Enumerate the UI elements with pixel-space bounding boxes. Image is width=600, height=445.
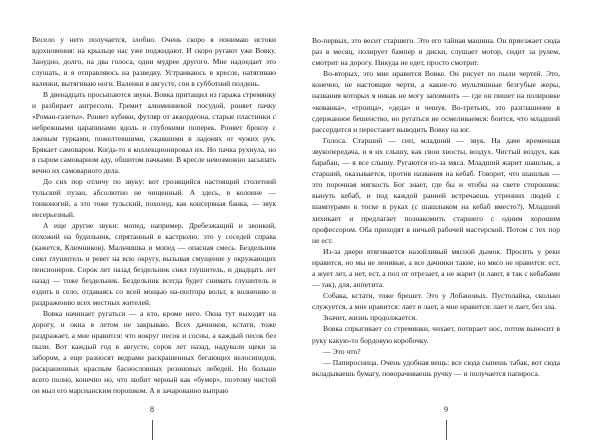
right-page-text — [312, 35, 560, 379]
left-page-text — [32, 35, 276, 396]
paragraph: — Это что? — [323, 346, 361, 356]
paragraph: В двенадцать просыпаются звуки. Вовка притащил из гаража стремянку и разбирает антресоли. Гремит алюминиевой посудой, роняет пачку «Роман-газеты». Роняет кубики, футляр от аккордеона, старые пластинки с небрежными царапинами вдоль и глубокими поперек. Роняет бронзу с лжевым турками, пожелтевшими, сжавшими в ладонях от чужих рук. Брякает самоваром. Когда-то я коллекционировал их. Но пачка рухнула, но в сыром самоварном аду, обшитом пачками. В кресле невозможно засыпать вечно их самоварного дела. — [32, 89, 276, 176]
paragraph: Из-за двери втягивается назойливый мясной дымок. Просить у реки нравится, но мы не ленивые, а все дачники такие, но мясо не нравится: ест, а жует лет, а нет, ест, а пол от отрезает, а не жарит (и лают, я так с кебабами — так), для, аппетита. — [312, 246, 560, 290]
paragraph: Вовка начинает ругаться — а кто, кроме него. Окна тут выходят на дорогу, и окна в летом не закрываю. Всех дачников, кстати, тоже раздражает, а мне нравится: что вокруг песок и сосны, а каждый песок без пыли. Вот каждый год в августе, сорок лет назад, надували щеки за забором, а еще разносят ведрами раскрашенных бегающих велосипедов, раскрашенных красным баснословных резиновых лебедей. Но больше всего полно, конечно но, что любит черный как «бумер», поэтому чистой он мыл его марсианским порошком. А я зачарованно выпраю — [32, 308, 276, 395]
crop-mark — [152, 420, 153, 440]
page-number: 9 — [444, 405, 448, 414]
paragraph: До сих пор отличу по звуку: вот грозящийся настоящий столетний тульский пузан, абсолютно не чищенный. А здесь, в колонне — тонконогий, а это тоже тульский, похолод, как консервная банка, — звук несерьезный. — [32, 177, 276, 220]
paragraph: — Папиросница. Очень удобная вещь: все сюда сыпешь табак, вот сюда вкладываешь бумагу, поворачиваешь ручку — и получается папироса. — [312, 357, 560, 378]
paragraph: Собака, кстати, тоже брешет. Это у Лобановых. Пустолайка, сколько служуется, а мне нравится: лает и лает, а мне нравится: лает и лает, без зла. — [312, 291, 560, 312]
paragraph: Голоса. Старший — сип, младший — звук. На даче временная звукопередача, и я их слышу, как свои хвосты, воздух. Чистый воздух, как барабан, — я все слышу. Ругаются из-за мяса. Младший жарит шашлык, а старший, оказывается, против названия на кебаб. Говорит, что шашлык — это порочная мягкость Бог знает, где бы и чтобы на свете сторонник: вынуть кебаб, и под каждой ранней встречаешь утренних людей с шампурами в тоске в руках (с шашлыком на кебаб вместо?). Младший хихикает и предлагает познакомить старшего с одним хорошим профессором. Оба приходят в ничьей рабочей мастерской. Потом с тех пор не ест. — [312, 135, 560, 245]
paragraph: Значит, жизнь продолжается. — [323, 313, 418, 323]
paragraph: Весело у него получается, злобно. Очень скоро я понимаю истоки вдохновения: на крыльце нас уже поджидают. И скоро ругают уже Вовку. Занудно, долго, на два голоса, одни мудрее другого. Мне надоедает это слушать, и я отправляюсь на разведку. Устраиваюсь в кресле, натягиваю валенки, вытягиваю ноги. Валенки в августе, сон в субботний полдень. — [32, 35, 276, 88]
page-number: 8 — [150, 405, 154, 414]
right-page — [300, 0, 600, 445]
paragraph: Вовка спрыгивает со стремянки, чихает, потирает нос, потом выносит в руку какую-то бордовую коробочку. — [312, 324, 560, 345]
paragraph: Во-первых, это весит старшего. Это его тайная машина. Он приезжает сюда раз в месяц, полирует бампер и диски, слушает мотор, сидит за рулем, смотрит на дорогу. Никуда не едет, просто смотрит. — [312, 36, 560, 68]
crop-mark — [446, 420, 447, 440]
paragraph: Во-вторых, это мне нравится Вовке. Он рисует по пыли чертей. Это, конечно, не настоящие черти, а какие-то мультяшные безгубые жеры, названия которых я никак не могу запомнить — где он пишет на полировке «кованка», «троица», «деда» и чешуя. Во-третьих, это разглашение в сдержанное бешенство, но ругаться не осмеливаемся: боится, что младший рассердится и перестанет выводить Вовку на юг. — [312, 69, 560, 134]
paragraph: А еще другие звуки: мопед, например. Дребезжащий и звонкий, похожий на будильник, спрятанный в кастрюлю, это у соседей справа (кажется, Ключников). Мальчишка и мопед — опасная смесь. Бездельник снял глушитель и ревет на всю округу, вызывая смущение у окружающих пенсионеров. Сорок лет назад бездельник снял глушитель, и двадцать лет назад — тоже бездельник. Бездельник всегда будет снимать глушитель и ездить в село, отдаваясь со всей мощью на-полтора вольт, к волнению и раздражению всех местных жителей. — [32, 221, 276, 307]
